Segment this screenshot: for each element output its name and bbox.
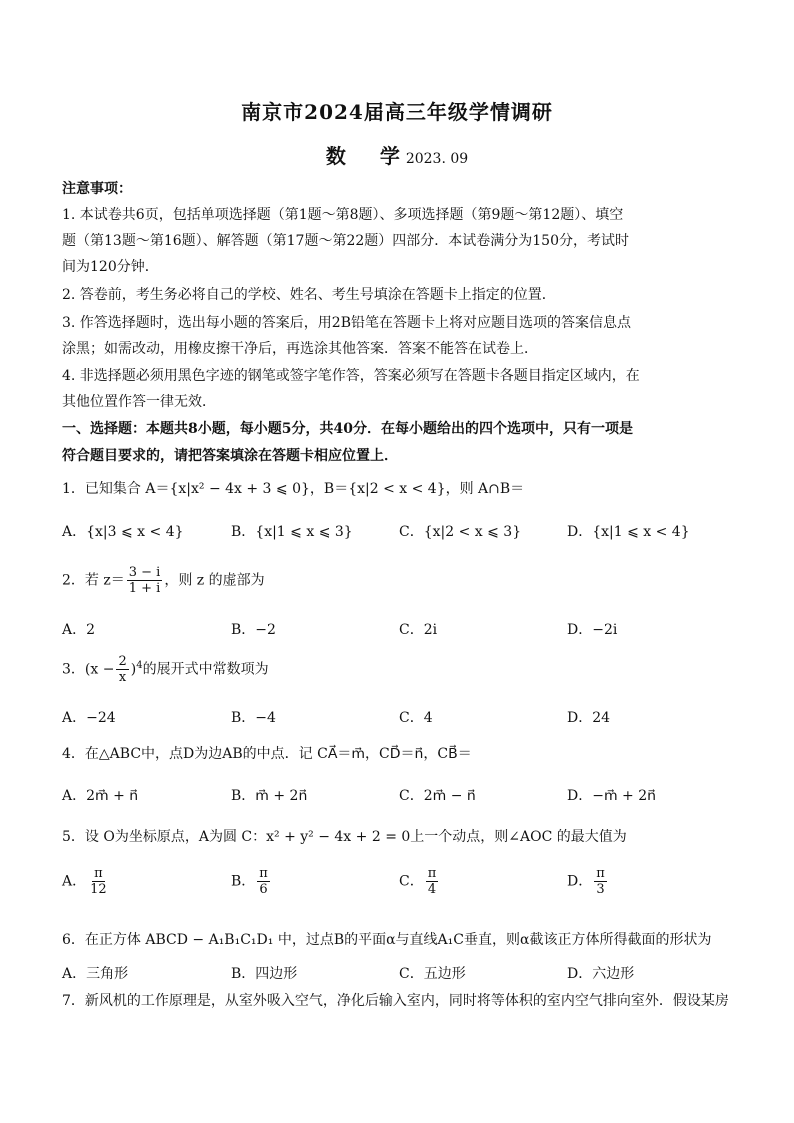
q2-suffix: ，则 z 的虚部为 — [164, 572, 265, 589]
subject-char-1: 数 — [325, 144, 346, 168]
q6-option-b: B．四边形 — [231, 966, 298, 982]
q3-numerator: 2 — [118, 654, 127, 669]
q3-denominator: x — [118, 670, 127, 685]
subject-char-2: 学 — [379, 144, 400, 168]
q4-option-b: B．m⃗ + 2n⃗ — [231, 788, 308, 804]
q6-option-a: A．三角形 — [62, 966, 129, 982]
q2-numerator: 3 − i — [128, 565, 161, 580]
q3-power: 4 — [136, 659, 143, 671]
notice-line: 其他位置作答一律无效． — [62, 394, 216, 410]
q1-option-c: C．{x|2 < x ⩽ 3} — [399, 524, 522, 540]
q5-option-b — [231, 866, 272, 897]
q2-option-b: B．−2 — [231, 622, 276, 638]
q3-close: ) — [130, 661, 137, 678]
q4-option-d: D．−m⃗ + 2n⃗ — [567, 788, 657, 804]
q3-prefix: 3．(x − — [62, 661, 115, 678]
q1-option-b: B．{x|1 ⩽ x ⩽ 3} — [231, 524, 353, 540]
question-7-stem: 7．新风机的工作原理是，从室外吸入空气，净化后输入室内，同时将等体积的室内空气排向室外．假设某房 — [62, 993, 729, 1009]
q5-option-d — [567, 866, 609, 897]
q5-option-b-label: B． — [231, 873, 256, 890]
question-3-stem — [62, 654, 269, 685]
q5-d-num: π — [596, 866, 605, 881]
q3-suffix: 的展开式中常数项为 — [142, 661, 269, 678]
q3-option-c: C．4 — [399, 710, 433, 726]
q1-option-a: A．{x|3 ⩽ x < 4} — [62, 524, 184, 540]
q5-option-b-fraction — [257, 866, 270, 897]
q5-a-num: π — [94, 866, 103, 881]
q2-prefix: 2．若 z＝ — [62, 572, 125, 589]
q5-c-num: π — [427, 866, 437, 881]
section-heading: 一、选择题：本题共8小题，每小题5分，共40分．在每小题给出的四个选项中，只有一项是 — [62, 421, 633, 437]
question-4-stem: 4．在△ABC中，点D为边AB的中点．记 CA⃗＝m⃗，CD⃗＝n⃗，CB⃗＝ — [62, 746, 472, 762]
q2-denominator: 1 + i — [128, 581, 161, 596]
q3-option-a: A．−24 — [62, 710, 116, 726]
subject-line — [0, 140, 794, 169]
exam-title: 南京市2024届高三年级学情调研 — [241, 100, 553, 124]
notice-line: 题（第13题～第16题）、解答题（第17题～第22题）四部分．本试卷满分为150分，考试时 — [62, 233, 629, 249]
q2-option-d: D．−2i — [567, 622, 618, 638]
q5-d-den: 3 — [596, 882, 605, 897]
q5-option-a — [62, 866, 111, 897]
question-1-stem: 1．已知集合 A＝{x|x² − 4x + 3 ⩽ 0}，B＝{x|2 < x < 4}，则 A∩B＝ — [62, 481, 525, 497]
q5-b-den: 6 — [259, 882, 268, 897]
notice-line: 3. 作答选择题时，选出每小题的答案后，用2B铅笔在答题卡上将对应题目选项的答案信息点 — [62, 315, 632, 331]
q2-option-c: C．2i — [399, 622, 438, 638]
q5-option-d-label: D． — [567, 873, 593, 890]
notice-line: 2. 答卷前，考生务必将自己的学校、姓名、考生号填涂在答题卡上指定的位置． — [62, 287, 556, 303]
q6-option-c: C．五边形 — [399, 966, 466, 982]
notice-line: 涂黑；如需改动，用橡皮擦干净后，再选涂其他答案．答案不能答在试卷上． — [62, 341, 538, 357]
q5-option-c-label: C． — [399, 873, 424, 890]
exam-date: 2023. 09 — [405, 151, 469, 167]
q6-option-d: D．六边形 — [567, 966, 635, 982]
question-5-stem: 5．设 O为坐标原点，A为圆 C：x² + y² − 4x + 2 = 0上一个动点，则∠AOC 的最大值为 — [62, 829, 627, 845]
q4-option-a: A．2m⃗ + n⃗ — [62, 788, 139, 804]
q3-option-d: D．24 — [567, 710, 611, 726]
q2-option-a: A．2 — [62, 622, 96, 638]
q5-option-c-fraction — [426, 866, 439, 897]
q3-fraction — [116, 654, 128, 685]
notice-line: 4. 非选择题必须用黑色字迹的钢笔或签字笔作答，答案必须写在答题卡各题目指定区域内，在 — [62, 368, 640, 384]
notice-line: 1. 本试卷共6页，包括单项选择题（第1题～第8题）、多项选择题（第9题～第12题）、填空 — [62, 207, 624, 223]
question-6-stem: 6．在正方体 ABCD − A₁B₁C₁D₁ 中，过点B的平面α与直线A₁C垂直，则α截该正方体所得截面的形状为 — [62, 932, 712, 948]
q5-c-den: 4 — [427, 882, 437, 897]
q5-option-c — [399, 866, 440, 897]
section-heading-cont: 符合题目要求的，请把答案填涂在答题卡相应位置上． — [62, 448, 398, 464]
q4-option-c: C．2m⃗ − n⃗ — [399, 788, 476, 804]
q5-option-d-fraction — [594, 866, 607, 897]
notice-line: 间为120分钟． — [62, 259, 159, 275]
q5-b-num: π — [259, 866, 268, 881]
question-2-stem — [62, 565, 265, 596]
notice-heading: 注意事项： — [62, 181, 132, 197]
q5-option-a-label: A． — [62, 873, 87, 890]
q2-fraction — [127, 565, 163, 596]
q3-option-b: B．−4 — [231, 710, 276, 726]
q5-a-den: 12 — [90, 882, 107, 897]
q1-option-d: D．{x|1 ⩽ x < 4} — [567, 524, 690, 540]
q5-option-a-fraction — [88, 866, 109, 897]
